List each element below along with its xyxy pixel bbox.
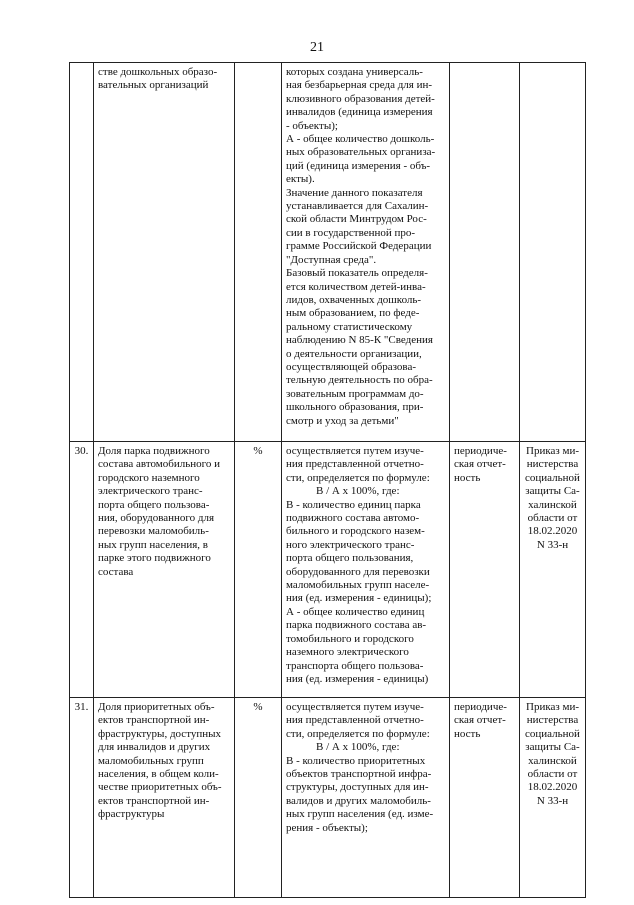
text-line: ных групп населения (ед. изме- <box>286 808 434 821</box>
text-line: оборудованного для перевозки <box>286 565 430 578</box>
text-line: городского наземного <box>98 471 200 484</box>
text-line: парка подвижного состава ав- <box>286 619 427 632</box>
text-line: осуществляется путем изуче- <box>286 445 424 457</box>
source-cell <box>520 442 586 698</box>
text-line: фраструктуры <box>98 808 165 821</box>
text-line: фраструктуры, доступных <box>98 727 222 740</box>
text-line: Базовый показатель определя- <box>286 267 428 280</box>
text-line: для инвалидов и других <box>98 741 211 754</box>
text-line: рения - объекты); <box>286 821 368 834</box>
text-line: ектов транспортной ин- <box>98 714 210 727</box>
text-line: подвижного состава автомо- <box>286 512 420 525</box>
periodicity-cell <box>450 63 520 442</box>
text-line: В - количество приоритетных <box>286 754 426 767</box>
text-line: N 33-н <box>536 794 569 807</box>
row-number-cell <box>70 63 94 442</box>
text-line: социальной <box>525 727 580 740</box>
text-line: ния, оборудованного для <box>98 512 215 525</box>
text-line: структуры, доступных для ин- <box>286 781 429 794</box>
text-line: клюзивного образования детей- <box>286 92 435 105</box>
text-line: "Доступная среда". <box>286 253 377 266</box>
text-line: томобильного и городского <box>286 632 414 645</box>
text-line: ных групп населения, в <box>98 538 208 551</box>
text-line: нистерства <box>526 458 579 471</box>
text-line: Доля парка подвижного <box>98 445 210 457</box>
text-line: 18.02.2020 <box>527 781 578 794</box>
indicator-name-text <box>98 66 230 93</box>
text-line: 18.02.2020 <box>527 525 578 538</box>
text-line: смотр и уход за детьми" <box>286 414 399 427</box>
text-line: ектов транспортной ин- <box>98 794 210 807</box>
text-line: порта общего пользова- <box>98 498 210 511</box>
periodicity-text <box>454 701 515 741</box>
calculation-method-intro <box>286 701 445 741</box>
text-line: лидов, охваченных дошколь- <box>286 293 422 306</box>
periodicity-cell <box>450 698 520 898</box>
text-line: ская отчет- <box>454 714 506 727</box>
text-line: области от <box>527 768 578 781</box>
text-line: ная безбарьерная среда для ин- <box>286 79 433 92</box>
text-line: состава <box>98 565 134 578</box>
text-line: школьного образования, при- <box>286 401 424 414</box>
formula: В / А х 100%, где: <box>316 485 400 498</box>
periodicity-cell <box>450 442 520 698</box>
text-line: сти, определяется по формуле: <box>286 471 430 484</box>
text-line: транспорта общего пользова- <box>286 659 424 672</box>
text-line: ральному статистическому <box>286 320 413 333</box>
unit-cell: % <box>235 698 282 898</box>
text-line: наблюдению N 85-К "Сведения <box>286 334 433 347</box>
text-line: ций (единица измерения - объ- <box>286 159 431 172</box>
text-line: ния представленной отчетно- <box>286 458 424 471</box>
periodicity-text <box>454 445 515 485</box>
calculation-method-cell <box>282 442 450 698</box>
text-line: ется количеством детей-инва- <box>286 280 426 293</box>
text-line: ния представленной отчетно- <box>286 714 424 727</box>
text-line: периодиче- <box>454 445 507 457</box>
text-line: состава автомобильного и <box>98 458 221 471</box>
text-line: наземного электрического <box>286 646 409 659</box>
text-line: ния (ед. измерения - единицы) <box>286 672 429 685</box>
unit-cell: % <box>235 442 282 698</box>
text-line: осуществляющей образова- <box>286 360 416 373</box>
text-line: перевозки маломобиль- <box>98 525 209 538</box>
text-line: вательных организаций <box>98 79 209 92</box>
text-line: ность <box>454 471 481 484</box>
text-line: ных образовательных организа- <box>286 146 436 159</box>
table-row <box>70 442 586 698</box>
row-number-cell: 31. <box>70 698 94 898</box>
text-line: объектов транспортной инфра- <box>286 768 432 781</box>
text-line: Значение данного показателя <box>286 186 423 199</box>
calculation-method-cell <box>282 698 450 898</box>
text-line: ного электрического транс- <box>286 538 415 551</box>
text-line: В - количество единиц парка <box>286 498 421 511</box>
text-line: грамме Российской Федерации <box>286 240 432 253</box>
text-line: парке этого подвижного <box>98 552 211 565</box>
text-line: екты). <box>286 173 315 186</box>
indicator-name-text <box>98 701 230 822</box>
calculation-method-cell <box>282 63 450 442</box>
indicator-name-cell <box>94 698 235 898</box>
source-text <box>524 701 581 808</box>
text-line: А - общее количество единиц <box>286 605 425 618</box>
text-line: устанавливается для Сахалин- <box>286 200 429 213</box>
calculation-method-text <box>286 499 445 687</box>
text-line: периодиче- <box>454 701 507 713</box>
text-line: ность <box>454 727 481 740</box>
text-line: о деятельности организации, <box>286 347 422 360</box>
text-line: ным образованием, по феде- <box>286 307 420 320</box>
unit-cell <box>235 63 282 442</box>
text-line: ской области Минтрудом Рос- <box>286 213 427 226</box>
row-number-cell: 30. <box>70 442 94 698</box>
text-line: инвалидов (единица измерения <box>286 106 433 119</box>
text-line: Приказ ми- <box>526 701 579 713</box>
text-line: ская отчет- <box>454 458 506 471</box>
text-line: порта общего пользования, <box>286 552 414 565</box>
text-line: маломобильных групп <box>98 754 204 767</box>
text-line: Доля приоритетных объ- <box>98 701 215 713</box>
table-row-continuation <box>70 63 586 442</box>
text-line: защиты Са- <box>525 485 580 498</box>
text-line: зовательным программам до- <box>286 387 424 400</box>
text-line: халинской <box>528 498 577 511</box>
text-line: осуществляется путем изуче- <box>286 701 424 713</box>
text-line: Приказ ми- <box>526 445 579 457</box>
text-line: сии в государственной про- <box>286 226 416 239</box>
calculation-method-text <box>286 66 445 428</box>
text-line: ния (ед. измерения - единицы); <box>286 592 432 605</box>
calculation-method-text <box>286 755 445 835</box>
text-line: сти, определяется по формуле: <box>286 727 430 740</box>
text-line: которых создана универсаль- <box>286 66 423 78</box>
source-text <box>524 445 581 552</box>
source-cell <box>520 63 586 442</box>
indicator-name-cell <box>94 63 235 442</box>
text-line: бильного и городского назем- <box>286 525 425 538</box>
formula: В / А х 100%, где: <box>316 741 400 754</box>
table-row <box>70 698 586 898</box>
text-line: А - общее количество дошколь- <box>286 133 435 146</box>
text-line: защиты Са- <box>525 741 580 754</box>
page-number: 21 <box>310 40 324 55</box>
text-line: социальной <box>525 471 580 484</box>
indicator-name-cell <box>94 442 235 698</box>
text-line: честве приоритетных объ- <box>98 781 222 794</box>
text-line: маломобильных групп населе- <box>286 579 430 592</box>
indicator-name-text <box>98 445 230 579</box>
text-line: нистерства <box>526 714 579 727</box>
text-line: области от <box>527 512 578 525</box>
text-line: N 33-н <box>536 538 569 551</box>
text-line: - объекты); <box>286 119 338 132</box>
text-line: населения, в общем коли- <box>98 768 219 781</box>
text-line: электрического транс- <box>98 485 203 498</box>
text-line: халинской <box>528 754 577 767</box>
indicators-table <box>69 62 586 898</box>
text-line: стве дошкольных образо- <box>98 66 218 78</box>
text-line: валидов и других маломобиль- <box>286 794 431 807</box>
text-line: тельную деятельность по обра- <box>286 374 433 387</box>
source-cell <box>520 698 586 898</box>
calculation-method-intro <box>286 445 445 485</box>
